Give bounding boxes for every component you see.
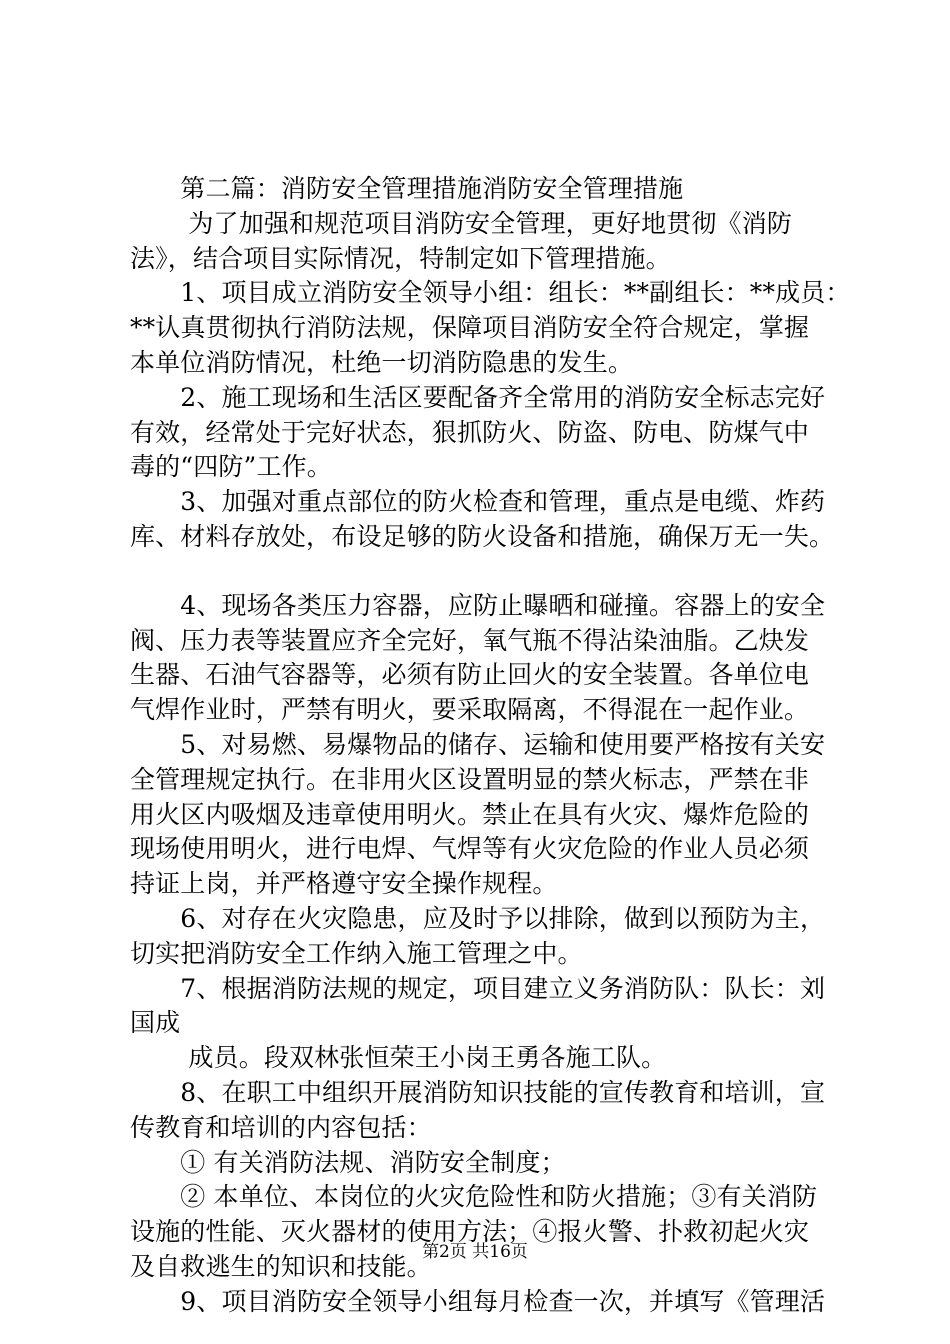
text-line: 气焊作业时，严禁有明火，要采取隔离，不得混在一起作业。 <box>130 695 810 725</box>
blank-line <box>130 555 830 589</box>
text-line: 4、现场各类压力容器，应防止曝晒和碰撞。容器上的安全 <box>130 590 826 620</box>
text-line: 1、项目成立消防安全领导小组：组长：**副组长：**成员： <box>130 278 851 308</box>
text-line: 阀、压力表等装置应齐全完好，氧气瓶不得沾染油脂。乙炔发 <box>130 625 810 655</box>
page-footer: 第2页 共16页 <box>422 1242 528 1262</box>
text-line: 切实把消防安全工作纳入施工管理之中。 <box>130 938 583 968</box>
text-line: ② 本单位、本岗位的火灾危险性和防火措施；③有关消防 <box>130 1182 818 1212</box>
text-line: 为了加强和规范项目消防安全管理，更好地贯彻《消防 <box>130 208 792 238</box>
text-line: 7、根据消防法规的规定，项目建立义务消防队：队长：刘 <box>130 973 826 1003</box>
text-line: 库、材料存放处，布设足够的防火设备和措施，确保万无一失。 <box>130 521 835 551</box>
text-line: 用火区内吸烟及违章使用明火。禁止在具有火灾、爆炸危险的 <box>130 799 810 829</box>
text-line: 本单位消防情况，杜绝一切消防隐患的发生。 <box>130 347 634 377</box>
text-line: 国成 <box>130 1008 181 1038</box>
document-body <box>130 172 851 1320</box>
text-line: 9、项目消防安全领导小组每月检查一次，并填写《管理活 <box>130 1286 826 1316</box>
text-line: 2、施工现场和生活区要配备齐全常用的消防安全标志完好 <box>130 382 826 412</box>
text-line: 全管理规定执行。在非用火区设置明显的禁火标志，严禁在非 <box>130 764 810 794</box>
text-line: 8、在职工中组织开展消防知识技能的宣传教育和培训，宣 <box>130 1077 826 1107</box>
text-line: 传教育和培训的内容包括： <box>130 1112 432 1142</box>
section-title: 第二篇：消防安全管理措施消防安全管理措施 <box>130 174 684 203</box>
text-line: 成员。段双林张恒荣王小岗王勇各施工队。 <box>130 1043 667 1073</box>
text-line: 法》，结合项目实际情况，特制定如下管理措施。 <box>130 243 671 273</box>
text-line: 有效，经常处于完好状态，狠抓防火、防盗、防电、防煤气中 <box>130 417 810 447</box>
text-line: 5、对易燃、易爆物品的储存、运输和使用要严格按有关安 <box>130 729 826 759</box>
text-line: ① 有关消防法规、消防安全制度； <box>130 1147 566 1177</box>
text-line: 设施的性能、灭火器材的使用方法；④报火警、扑救初起火灾 <box>130 1217 810 1247</box>
text-line: 生器、石油气容器等，必须有防止回火的安全装置。各单位电 <box>130 660 810 690</box>
text-line: 3、加强对重点部位的防火检查和管理，重点是电缆、炸药 <box>130 487 826 517</box>
text-line: 6、对存在火灾隐患，应及时予以排除，做到以预防为主， <box>130 903 826 933</box>
text-line: 及自救逃生的知识和技能。 <box>130 1251 432 1281</box>
text-line: 持证上岗，并严格遵守安全操作规程。 <box>130 869 558 899</box>
text-line: **认真贯彻执行消防法规，保障项目消防安全符合规定，掌握 <box>130 313 810 343</box>
text-line: 毒的“四防”工作。 <box>130 452 332 482</box>
text-line: 现场使用明火，进行电焊、气焊等有火灾危险的作业人员必须 <box>130 834 810 864</box>
